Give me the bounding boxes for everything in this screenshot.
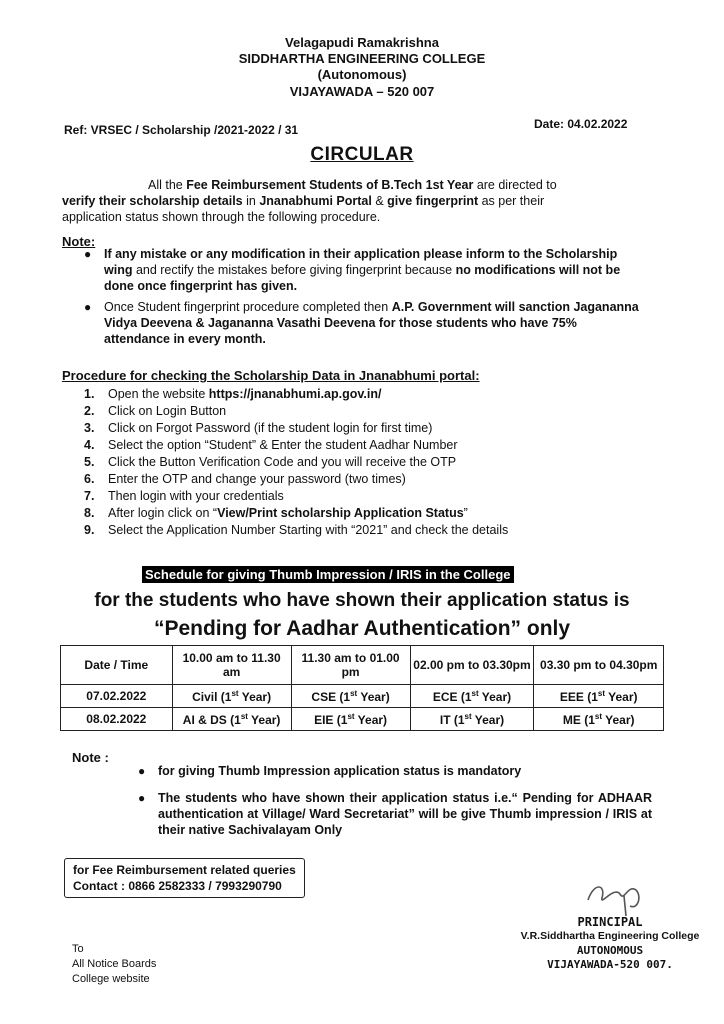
to-recipient: College website: [72, 973, 150, 985]
step-text: Enter the OTP and change your password (two times): [108, 472, 406, 486]
procedure-step: [84, 437, 644, 454]
schedule-subtitle: for the students who have shown their application status is: [94, 590, 630, 611]
signature-scribble: [580, 876, 660, 918]
table-cell: IT (1st Year): [410, 708, 534, 731]
step-number: 1.: [84, 387, 95, 401]
table-cell: 07.02.2022: [61, 685, 173, 708]
table-cell: Civil (1st Year): [172, 685, 291, 708]
step-number: 2.: [84, 404, 95, 418]
step-number: 8.: [84, 506, 95, 520]
step-tail: ”: [463, 506, 468, 520]
college-name-line2: SIDDHARTHA ENGINEERING COLLEGE: [238, 51, 486, 66]
principal-city: VIJAYAWADA-520 007.: [547, 958, 673, 971]
intro-text: are directed to: [473, 178, 557, 192]
intro-paragraph: [62, 177, 652, 225]
intro-bold: give fingerprint: [387, 194, 479, 208]
table-header-cell: 10.00 am to 11.30 am: [172, 646, 291, 685]
table-row: [61, 708, 664, 731]
note-text: and rectify the mistakes before giving fingerprint because: [132, 263, 456, 277]
intro-text: in: [242, 194, 260, 208]
step-emphasis: View/Print scholarship Application Status: [217, 506, 464, 520]
bullet-icon: ●: [84, 300, 92, 314]
note2-text: for giving Thumb Impression application status is mandatory: [158, 764, 522, 778]
note2-text: The students who have shown their application status i.e.“ Pending for ADHAAR authentication at Village/ Ward Secretariat” will be give Thumb impression / IRIS at their native Sachivalayam Only: [158, 791, 652, 837]
table-cell: EIE (1st Year): [291, 708, 410, 731]
procedure-steps: [84, 386, 644, 539]
intro-bold: verify their scholarship details: [62, 194, 243, 208]
step-number: 5.: [84, 455, 95, 469]
step-text: Select the option “Student” & Enter the student Aadhar Number: [108, 438, 458, 452]
procedure-step: [84, 522, 644, 539]
table-cell: ECE (1st Year): [410, 685, 534, 708]
to-label: To: [72, 943, 84, 955]
note-text: If any mistake or any modification in their application please inform to the Scholarship wing: [104, 247, 618, 277]
step-text: Click on Forgot Password (if the student login for first time): [108, 421, 433, 435]
note2-item: [138, 790, 652, 838]
procedure-title: Procedure for checking the Scholarship Data in Jnanabhumi portal:: [62, 368, 480, 383]
step-text: Open the website: [108, 387, 209, 401]
table-header-cell: 11.30 am to 01.00 pm: [291, 646, 410, 685]
table-cell: AI & DS (1st Year): [172, 708, 291, 731]
note-text: no modifications will not be done once fingerprint has given.: [104, 263, 621, 293]
step-number: 3.: [84, 421, 95, 435]
intro-text: application status shown through the following procedure.: [62, 210, 381, 224]
table-cell: 08.02.2022: [61, 708, 173, 731]
table-header-cell: 03.30 pm to 04.30pm: [534, 646, 664, 685]
college-address: VIJAYAWADA – 520 007: [289, 84, 435, 99]
note2-item: [138, 763, 638, 779]
college-name-line1: Velagapudi Ramakrishna: [285, 35, 439, 50]
table-header-cell: Date / Time: [61, 646, 173, 685]
step-number: 6.: [84, 472, 95, 486]
circular-date: Date: 04.02.2022: [534, 117, 628, 131]
step-text: Click on Login Button: [108, 404, 227, 418]
schedule-banner: Schedule for giving Thumb Impression / IRIS in the College: [142, 566, 514, 583]
procedure-step: [84, 386, 644, 403]
procedure-step: [84, 420, 644, 437]
procedure-step: [84, 505, 644, 522]
website-link[interactable]: https://jnanabhumi.ap.gov.in/: [208, 387, 382, 401]
reference-number: Ref: VRSEC / Scholarship /2021-2022 / 31: [64, 123, 299, 137]
intro-bold: Fee Reimbursement Students of B.Tech 1st Year: [186, 178, 474, 192]
schedule-highlight: “Pending for Aadhar Authentication” only: [153, 617, 571, 640]
contact-line: for Fee Reimbursement related queries: [73, 863, 296, 877]
circular-title: CIRCULAR: [310, 144, 414, 165]
step-text: After login click on “: [108, 506, 218, 520]
contact-phone: Contact : 0866 2582333 / 7993290790: [73, 879, 282, 893]
principal-autonomous: AUTONOMOUS: [576, 944, 644, 957]
note-text: A.P. Government will sanction Jagananna Vidya Deevena & Jagananna Vasathi Deevena for those students who have 75% attendance in every month.: [104, 300, 639, 346]
step-text: Select the Application Number Starting with “2021” and check the details: [108, 523, 509, 537]
procedure-step: [84, 488, 644, 505]
table-cell: ME (1st Year): [534, 708, 664, 731]
note-text: Once Student fingerprint procedure completed then: [104, 300, 392, 314]
bullet-icon: ●: [138, 791, 146, 805]
bullet-icon: ●: [84, 247, 92, 261]
intro-text: All the: [148, 178, 187, 192]
bullet-icon: ●: [138, 764, 146, 778]
step-text: Then login with your credentials: [108, 489, 284, 503]
table-header-cell: 02.00 pm to 03.30pm: [410, 646, 534, 685]
procedure-step: [84, 454, 644, 471]
intro-bold: Jnanabhumi Portal: [259, 194, 372, 208]
intro-text: as per their: [478, 194, 545, 208]
intro-text: &: [371, 194, 388, 208]
schedule-table: [60, 645, 664, 731]
to-recipient: All Notice Boards: [72, 958, 157, 970]
table-cell: EEE (1st Year): [534, 685, 664, 708]
step-text: Click the Button Verification Code and you will receive the OTP: [108, 455, 457, 469]
step-number: 9.: [84, 523, 95, 537]
note2-label: Note :: [72, 750, 109, 765]
contact-box: [64, 858, 305, 898]
procedure-step: [84, 403, 644, 420]
table-cell: CSE (1st Year): [291, 685, 410, 708]
principal-title: PRINCIPAL: [577, 915, 643, 929]
college-status: (Autonomous): [317, 67, 407, 82]
principal-college: V.R.Siddhartha Engineering College: [520, 930, 700, 942]
table-row: [61, 685, 664, 708]
table-header-row: [61, 646, 664, 685]
procedure-step: [84, 471, 644, 488]
note-item: [84, 299, 644, 347]
note-item: [84, 246, 644, 294]
step-number: 4.: [84, 438, 95, 452]
step-number: 7.: [84, 489, 95, 503]
note-label: Note:: [62, 234, 96, 249]
